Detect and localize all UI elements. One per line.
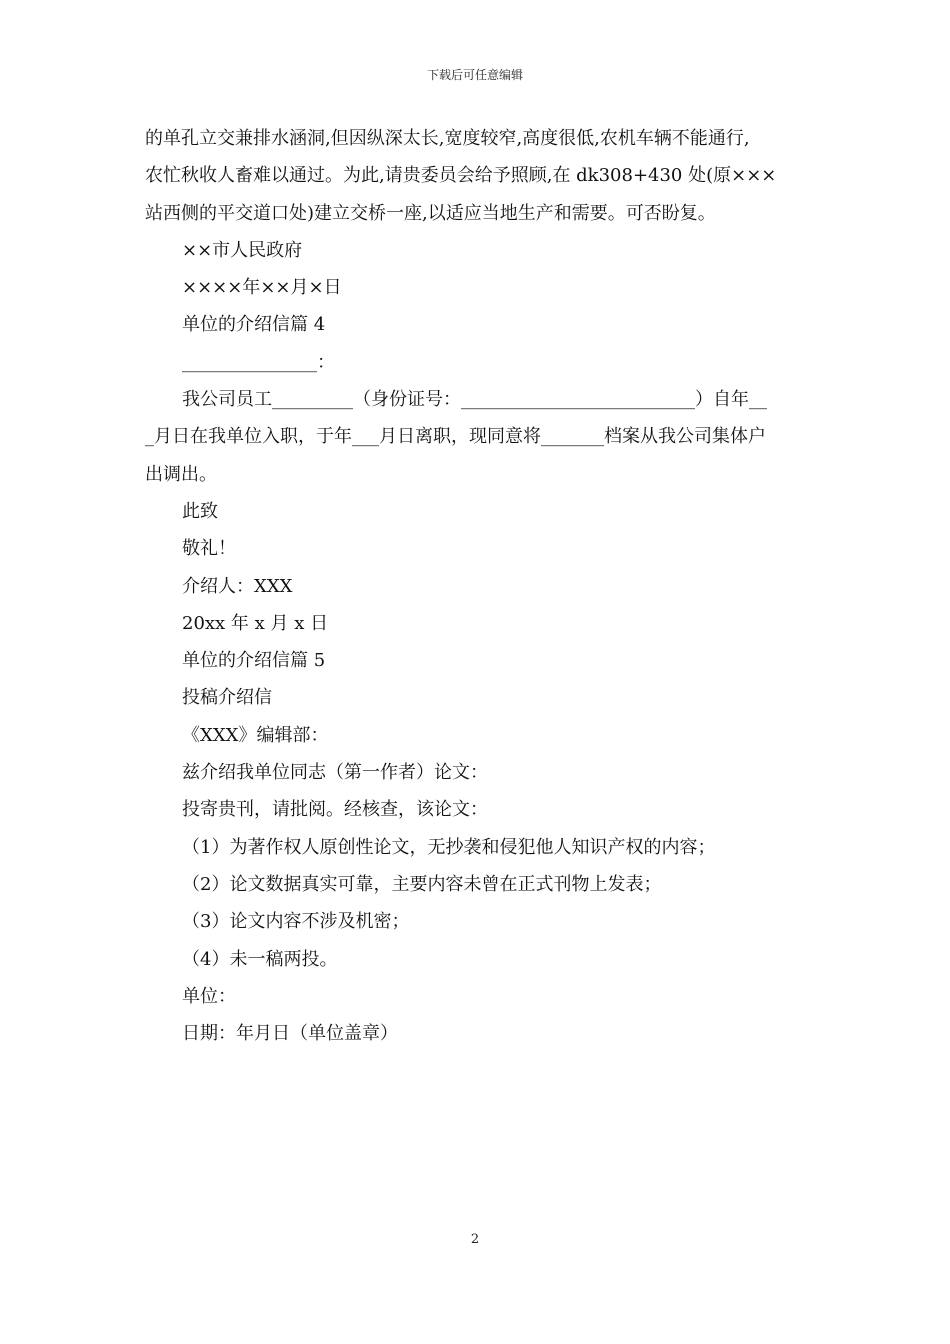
- closing-line: 敬礼！: [182, 538, 236, 560]
- addressee-line: 《XXX》编辑部：: [182, 724, 329, 746]
- section-title: 单位的介绍信篇 4: [182, 314, 326, 336]
- letter-title: 投稿介绍信: [182, 687, 272, 709]
- document-body: [145, 120, 810, 1052]
- list-item: （3）论文内容不涉及机密；: [182, 911, 410, 933]
- issuer-line: ××市人民政府: [182, 239, 303, 261]
- date-line: 20xx 年 x 月 x 日: [182, 612, 329, 634]
- paragraph-line: _月日在我单位入职，于年___月日离职，现同意将_______档案从我公司集体户: [145, 426, 766, 448]
- list-item: （2）论文数据真实可靠，主要内容未曾在正式刊物上发表；: [182, 873, 662, 895]
- section-title: 单位的介绍信篇 5: [182, 650, 326, 672]
- paragraph-line: 的单孔立交兼排水涵洞,但因纵深太长,宽度较窄,高度很低,农机车辆不能通行,: [145, 128, 750, 149]
- paragraph-line: 出调出。: [145, 463, 217, 485]
- paragraph-line: 我公司员工_________（身份证号：__________________________）自年__: [182, 389, 767, 411]
- list-item: （1）为著作权人原创性论文，无抄袭和侵犯他人知识产权的内容；: [182, 836, 716, 858]
- date-line: ××××年××月×日: [182, 277, 342, 299]
- paragraph-line: 投寄贵刊，请批阅。经核查，该论文：: [182, 799, 488, 821]
- page-header: 下载后可任意编辑: [426, 68, 523, 82]
- paragraph-line: 站西侧的平交道口处)建立交桥一座,以适应当地生产和需要。可否盼复。: [145, 202, 716, 224]
- list-item: （4）未一稿两投。: [182, 948, 338, 970]
- page-number: 2: [470, 1232, 480, 1247]
- signer-line: 介绍人：XXX: [182, 575, 293, 597]
- closing-line: 此致: [182, 500, 218, 522]
- addressee-line: _______________：: [182, 351, 335, 373]
- date-line: 日期：年月日（单位盖章）: [182, 1023, 398, 1045]
- paragraph-line: 兹介绍我单位同志（第一作者）论文：: [182, 762, 488, 784]
- unit-line: 单位：: [182, 985, 236, 1007]
- paragraph-line: 农忙秋收人畜难以通过。为此,请贵委员会给予照顾,在 dk308+430 处(原×××: [145, 165, 777, 187]
